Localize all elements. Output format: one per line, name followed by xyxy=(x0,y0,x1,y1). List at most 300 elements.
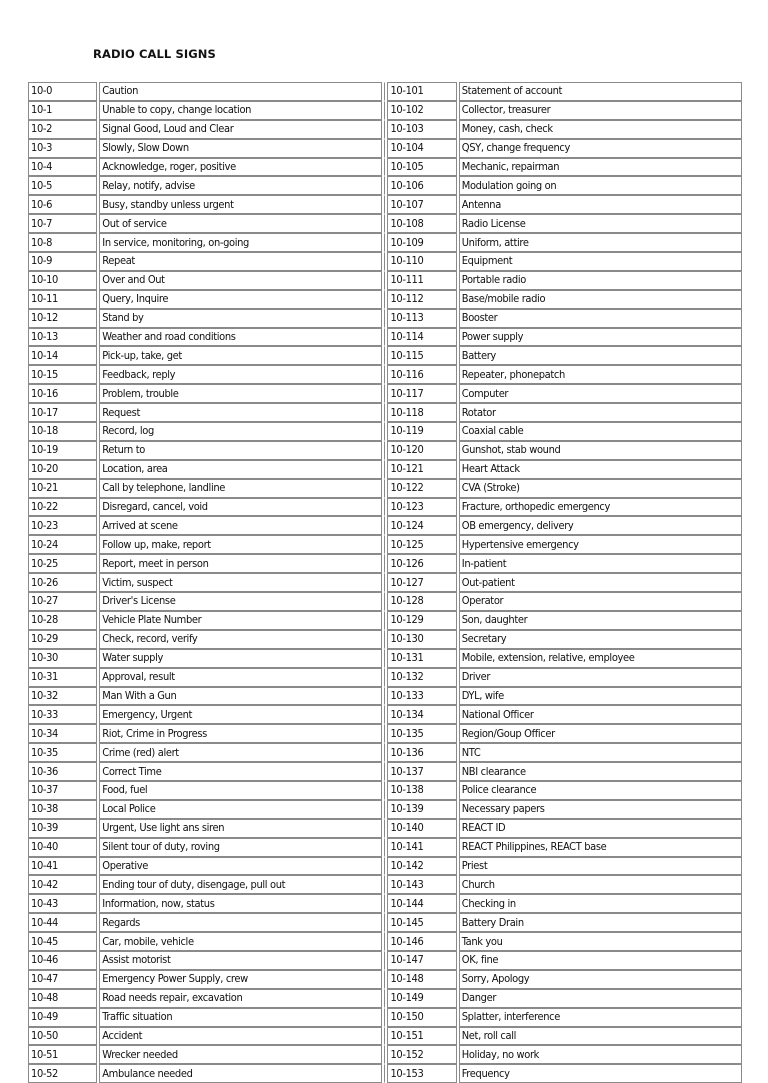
table-row xyxy=(28,195,742,214)
left-code-cell: 10-24 xyxy=(28,535,97,554)
right-code-cell: 10-102 xyxy=(387,101,456,120)
right-code-cell: 10-122 xyxy=(387,479,456,498)
table-row xyxy=(28,838,742,857)
left-code-cell: 10-23 xyxy=(28,516,97,535)
right-code-cell: 10-150 xyxy=(387,1008,456,1027)
left-meaning-cell: Record, log xyxy=(99,422,382,441)
right-code-cell: 10-148 xyxy=(387,970,456,989)
right-meaning-cell: OK, fine xyxy=(459,951,742,970)
right-code-cell: 10-140 xyxy=(387,819,456,838)
table-row xyxy=(28,932,742,951)
left-meaning-cell: Traffic situation xyxy=(99,1008,382,1027)
left-code-cell: 10-22 xyxy=(28,498,97,517)
column-gap xyxy=(384,630,385,649)
column-gap xyxy=(384,290,385,309)
table-row xyxy=(28,101,742,120)
right-meaning-cell: REACT ID xyxy=(459,819,742,838)
left-code-cell: 10-36 xyxy=(28,762,97,781)
right-meaning-cell: Repeater, phonepatch xyxy=(459,365,742,384)
right-meaning-cell: Sorry, Apology xyxy=(459,970,742,989)
left-code-cell: 10-26 xyxy=(28,573,97,592)
right-code-cell: 10-137 xyxy=(387,762,456,781)
left-meaning-cell: Feedback, reply xyxy=(99,365,382,384)
right-code-cell: 10-105 xyxy=(387,158,456,177)
column-gap xyxy=(384,365,385,384)
left-code-cell: 10-7 xyxy=(28,214,97,233)
left-meaning-cell: Car, mobile, vehicle xyxy=(99,932,382,951)
right-meaning-cell: QSY, change frequency xyxy=(459,139,742,158)
right-code-cell: 10-103 xyxy=(387,120,456,139)
right-meaning-cell: Necessary papers xyxy=(459,800,742,819)
column-gap xyxy=(384,611,385,630)
left-code-cell: 10-39 xyxy=(28,819,97,838)
right-meaning-cell: Son, daughter xyxy=(459,611,742,630)
column-gap xyxy=(384,535,385,554)
left-code-cell: 10-19 xyxy=(28,441,97,460)
table-row xyxy=(28,290,742,309)
column-gap xyxy=(384,82,385,101)
column-gap xyxy=(384,195,385,214)
table-row xyxy=(28,214,742,233)
right-meaning-cell: Frequency xyxy=(459,1064,742,1083)
table-row xyxy=(28,989,742,1008)
page-title: RADIO CALL SIGNS xyxy=(93,47,216,61)
table-row xyxy=(28,687,742,706)
right-code-cell: 10-133 xyxy=(387,687,456,706)
left-code-cell: 10-5 xyxy=(28,176,97,195)
table-row xyxy=(28,894,742,913)
right-meaning-cell: CVA (Stroke) xyxy=(459,479,742,498)
table-row xyxy=(28,668,742,687)
right-code-cell: 10-112 xyxy=(387,290,456,309)
left-meaning-cell: Slowly, Slow Down xyxy=(99,139,382,158)
right-meaning-cell: Modulation going on xyxy=(459,176,742,195)
left-meaning-cell: Emergency Power Supply, crew xyxy=(99,970,382,989)
right-code-cell: 10-153 xyxy=(387,1064,456,1083)
right-meaning-cell: NBI clearance xyxy=(459,762,742,781)
left-code-cell: 10-18 xyxy=(28,422,97,441)
left-meaning-cell: Approval, result xyxy=(99,668,382,687)
table-row xyxy=(28,819,742,838)
left-code-cell: 10-4 xyxy=(28,158,97,177)
left-code-cell: 10-38 xyxy=(28,800,97,819)
left-code-cell: 10-32 xyxy=(28,687,97,706)
column-gap xyxy=(384,139,385,158)
left-meaning-cell: In service, monitoring, on-going xyxy=(99,233,382,252)
left-code-cell: 10-2 xyxy=(28,120,97,139)
column-gap xyxy=(384,857,385,876)
left-meaning-cell: Return to xyxy=(99,441,382,460)
right-meaning-cell: Splatter, interference xyxy=(459,1008,742,1027)
column-gap xyxy=(384,516,385,535)
left-code-cell: 10-42 xyxy=(28,875,97,894)
left-code-cell: 10-27 xyxy=(28,592,97,611)
right-meaning-cell: Mechanic, repairman xyxy=(459,158,742,177)
right-meaning-cell: Net, roll call xyxy=(459,1027,742,1046)
left-meaning-cell: Assist motorist xyxy=(99,951,382,970)
left-meaning-cell: Regards xyxy=(99,913,382,932)
right-meaning-cell: Secretary xyxy=(459,630,742,649)
right-meaning-cell: Driver xyxy=(459,668,742,687)
table-row xyxy=(28,800,742,819)
right-code-cell: 10-129 xyxy=(387,611,456,630)
left-code-cell: 10-48 xyxy=(28,989,97,1008)
right-meaning-cell: Holiday, no work xyxy=(459,1045,742,1064)
left-code-cell: 10-44 xyxy=(28,913,97,932)
right-meaning-cell: Operator xyxy=(459,592,742,611)
column-gap xyxy=(384,158,385,177)
left-meaning-cell: Report, meet in person xyxy=(99,554,382,573)
right-code-cell: 10-106 xyxy=(387,176,456,195)
right-meaning-cell: Police clearance xyxy=(459,781,742,800)
right-meaning-cell: NTC xyxy=(459,743,742,762)
table-row xyxy=(28,176,742,195)
right-code-cell: 10-121 xyxy=(387,460,456,479)
table-row xyxy=(28,762,742,781)
right-code-cell: 10-113 xyxy=(387,309,456,328)
left-meaning-cell: Follow up, make, report xyxy=(99,535,382,554)
column-gap xyxy=(384,951,385,970)
left-meaning-cell: Food, fuel xyxy=(99,781,382,800)
left-code-cell: 10-34 xyxy=(28,724,97,743)
right-code-cell: 10-146 xyxy=(387,932,456,951)
column-gap xyxy=(384,781,385,800)
left-meaning-cell: Road needs repair, excavation xyxy=(99,989,382,1008)
column-gap xyxy=(384,1064,385,1083)
left-meaning-cell: Operative xyxy=(99,857,382,876)
left-meaning-cell: Stand by xyxy=(99,309,382,328)
call-signs-table xyxy=(26,82,744,1083)
column-gap xyxy=(384,346,385,365)
table-row xyxy=(28,781,742,800)
table-row xyxy=(28,554,742,573)
table-row xyxy=(28,120,742,139)
left-code-cell: 10-14 xyxy=(28,346,97,365)
right-meaning-cell: Uniform, attire xyxy=(459,233,742,252)
column-gap xyxy=(384,422,385,441)
right-code-cell: 10-138 xyxy=(387,781,456,800)
right-code-cell: 10-101 xyxy=(387,82,456,101)
column-gap xyxy=(384,233,385,252)
left-code-cell: 10-13 xyxy=(28,328,97,347)
left-code-cell: 10-15 xyxy=(28,365,97,384)
column-gap xyxy=(384,460,385,479)
left-meaning-cell: Over and Out xyxy=(99,271,382,290)
left-code-cell: 10-25 xyxy=(28,554,97,573)
right-code-cell: 10-119 xyxy=(387,422,456,441)
column-gap xyxy=(384,252,385,271)
table-row xyxy=(28,535,742,554)
right-code-cell: 10-142 xyxy=(387,857,456,876)
table-row xyxy=(28,743,742,762)
left-meaning-cell: Pick-up, take, get xyxy=(99,346,382,365)
table-row xyxy=(28,403,742,422)
column-gap xyxy=(384,819,385,838)
right-meaning-cell: Hypertensive emergency xyxy=(459,535,742,554)
right-meaning-cell: OB emergency, delivery xyxy=(459,516,742,535)
left-meaning-cell: Crime (red) alert xyxy=(99,743,382,762)
right-meaning-cell: National Officer xyxy=(459,705,742,724)
column-gap xyxy=(384,309,385,328)
column-gap xyxy=(384,705,385,724)
left-meaning-cell: Unable to copy, change location xyxy=(99,101,382,120)
right-code-cell: 10-151 xyxy=(387,1027,456,1046)
right-code-cell: 10-143 xyxy=(387,875,456,894)
column-gap xyxy=(384,687,385,706)
left-code-cell: 10-10 xyxy=(28,271,97,290)
right-meaning-cell: Coaxial cable xyxy=(459,422,742,441)
left-meaning-cell: Call by telephone, landline xyxy=(99,479,382,498)
table-row xyxy=(28,951,742,970)
right-code-cell: 10-111 xyxy=(387,271,456,290)
right-meaning-cell: Booster xyxy=(459,309,742,328)
table-row xyxy=(28,1027,742,1046)
column-gap xyxy=(384,573,385,592)
left-code-cell: 10-31 xyxy=(28,668,97,687)
column-gap xyxy=(384,592,385,611)
left-code-cell: 10-20 xyxy=(28,460,97,479)
right-code-cell: 10-136 xyxy=(387,743,456,762)
table-row xyxy=(28,460,742,479)
left-meaning-cell: Correct Time xyxy=(99,762,382,781)
right-code-cell: 10-135 xyxy=(387,724,456,743)
right-meaning-cell: In-patient xyxy=(459,554,742,573)
left-meaning-cell: Weather and road conditions xyxy=(99,328,382,347)
column-gap xyxy=(384,838,385,857)
right-code-cell: 10-115 xyxy=(387,346,456,365)
column-gap xyxy=(384,970,385,989)
column-gap xyxy=(384,743,385,762)
right-meaning-cell: Checking in xyxy=(459,894,742,913)
left-code-cell: 10-3 xyxy=(28,139,97,158)
right-code-cell: 10-126 xyxy=(387,554,456,573)
left-code-cell: 10-29 xyxy=(28,630,97,649)
left-code-cell: 10-50 xyxy=(28,1027,97,1046)
table-row xyxy=(28,328,742,347)
right-code-cell: 10-128 xyxy=(387,592,456,611)
right-meaning-cell: Battery xyxy=(459,346,742,365)
table-row xyxy=(28,252,742,271)
column-gap xyxy=(384,913,385,932)
right-meaning-cell: Battery Drain xyxy=(459,913,742,932)
right-code-cell: 10-117 xyxy=(387,384,456,403)
left-code-cell: 10-45 xyxy=(28,932,97,951)
table-row xyxy=(28,970,742,989)
table-row xyxy=(28,516,742,535)
left-code-cell: 10-52 xyxy=(28,1064,97,1083)
table-row xyxy=(28,384,742,403)
column-gap xyxy=(384,328,385,347)
right-code-cell: 10-139 xyxy=(387,800,456,819)
column-gap xyxy=(384,1027,385,1046)
left-code-cell: 10-49 xyxy=(28,1008,97,1027)
column-gap xyxy=(384,384,385,403)
column-gap xyxy=(384,498,385,517)
right-meaning-cell: Antenna xyxy=(459,195,742,214)
left-meaning-cell: Wrecker needed xyxy=(99,1045,382,1064)
left-meaning-cell: Request xyxy=(99,403,382,422)
right-meaning-cell: Region/Goup Officer xyxy=(459,724,742,743)
column-gap xyxy=(384,441,385,460)
left-meaning-cell: Silent tour of duty, roving xyxy=(99,838,382,857)
left-meaning-cell: Disregard, cancel, void xyxy=(99,498,382,517)
column-gap xyxy=(384,800,385,819)
right-code-cell: 10-127 xyxy=(387,573,456,592)
left-code-cell: 10-16 xyxy=(28,384,97,403)
right-meaning-cell: Computer xyxy=(459,384,742,403)
left-meaning-cell: Water supply xyxy=(99,649,382,668)
column-gap xyxy=(384,271,385,290)
table-row xyxy=(28,1045,742,1064)
left-code-cell: 10-9 xyxy=(28,252,97,271)
table-row xyxy=(28,875,742,894)
right-code-cell: 10-149 xyxy=(387,989,456,1008)
left-code-cell: 10-6 xyxy=(28,195,97,214)
column-gap xyxy=(384,989,385,1008)
left-meaning-cell: Man With a Gun xyxy=(99,687,382,706)
right-code-cell: 10-110 xyxy=(387,252,456,271)
left-meaning-cell: Problem, trouble xyxy=(99,384,382,403)
right-meaning-cell: Power supply xyxy=(459,328,742,347)
table-row xyxy=(28,611,742,630)
column-gap xyxy=(384,479,385,498)
right-code-cell: 10-120 xyxy=(387,441,456,460)
column-gap xyxy=(384,649,385,668)
left-meaning-cell: Ambulance needed xyxy=(99,1064,382,1083)
table-row xyxy=(28,724,742,743)
left-meaning-cell: Emergency, Urgent xyxy=(99,705,382,724)
right-meaning-cell: Out-patient xyxy=(459,573,742,592)
right-code-cell: 10-152 xyxy=(387,1045,456,1064)
left-meaning-cell: Urgent, Use light ans siren xyxy=(99,819,382,838)
table-row xyxy=(28,592,742,611)
right-code-cell: 10-131 xyxy=(387,649,456,668)
table-row xyxy=(28,857,742,876)
right-meaning-cell: Tank you xyxy=(459,932,742,951)
right-meaning-cell: DYL, wife xyxy=(459,687,742,706)
table-row xyxy=(28,913,742,932)
left-meaning-cell: Busy, standby unless urgent xyxy=(99,195,382,214)
table-row xyxy=(28,1064,742,1083)
left-meaning-cell: Signal Good, Loud and Clear xyxy=(99,120,382,139)
right-code-cell: 10-109 xyxy=(387,233,456,252)
table-row xyxy=(28,365,742,384)
left-meaning-cell: Acknowledge, roger, positive xyxy=(99,158,382,177)
right-meaning-cell: Fracture, orthopedic emergency xyxy=(459,498,742,517)
left-code-cell: 10-11 xyxy=(28,290,97,309)
column-gap xyxy=(384,724,385,743)
column-gap xyxy=(384,668,385,687)
right-code-cell: 10-125 xyxy=(387,535,456,554)
left-meaning-cell: Repeat xyxy=(99,252,382,271)
left-code-cell: 10-41 xyxy=(28,857,97,876)
right-code-cell: 10-114 xyxy=(387,328,456,347)
left-code-cell: 10-21 xyxy=(28,479,97,498)
left-meaning-cell: Driver's License xyxy=(99,592,382,611)
left-code-cell: 10-0 xyxy=(28,82,97,101)
right-meaning-cell: Rotator xyxy=(459,403,742,422)
left-code-cell: 10-1 xyxy=(28,101,97,120)
left-code-cell: 10-46 xyxy=(28,951,97,970)
column-gap xyxy=(384,101,385,120)
table-row xyxy=(28,233,742,252)
left-meaning-cell: Out of service xyxy=(99,214,382,233)
table-row xyxy=(28,649,742,668)
left-code-cell: 10-43 xyxy=(28,894,97,913)
left-meaning-cell: Arrived at scene xyxy=(99,516,382,535)
table-row xyxy=(28,422,742,441)
table-row xyxy=(28,630,742,649)
right-code-cell: 10-130 xyxy=(387,630,456,649)
right-meaning-cell: Gunshot, stab wound xyxy=(459,441,742,460)
left-meaning-cell: Caution xyxy=(99,82,382,101)
left-code-cell: 10-17 xyxy=(28,403,97,422)
left-meaning-cell: Information, now, status xyxy=(99,894,382,913)
left-meaning-cell: Riot, Crime in Progress xyxy=(99,724,382,743)
right-code-cell: 10-141 xyxy=(387,838,456,857)
table-row xyxy=(28,479,742,498)
right-code-cell: 10-144 xyxy=(387,894,456,913)
right-code-cell: 10-108 xyxy=(387,214,456,233)
left-meaning-cell: Check, record, verify xyxy=(99,630,382,649)
right-code-cell: 10-147 xyxy=(387,951,456,970)
table-row xyxy=(28,705,742,724)
right-code-cell: 10-145 xyxy=(387,913,456,932)
column-gap xyxy=(384,176,385,195)
left-code-cell: 10-33 xyxy=(28,705,97,724)
right-code-cell: 10-123 xyxy=(387,498,456,517)
column-gap xyxy=(384,894,385,913)
table-row xyxy=(28,498,742,517)
table-row xyxy=(28,309,742,328)
table-row xyxy=(28,139,742,158)
right-meaning-cell: Money, cash, check xyxy=(459,120,742,139)
left-meaning-cell: Relay, notify, advise xyxy=(99,176,382,195)
table-row xyxy=(28,441,742,460)
left-meaning-cell: Location, area xyxy=(99,460,382,479)
column-gap xyxy=(384,875,385,894)
table-row xyxy=(28,158,742,177)
left-code-cell: 10-51 xyxy=(28,1045,97,1064)
right-code-cell: 10-116 xyxy=(387,365,456,384)
column-gap xyxy=(384,214,385,233)
left-meaning-cell: Query, Inquire xyxy=(99,290,382,309)
right-meaning-cell: Base/mobile radio xyxy=(459,290,742,309)
column-gap xyxy=(384,932,385,951)
left-meaning-cell: Accident xyxy=(99,1027,382,1046)
right-meaning-cell: Statement of account xyxy=(459,82,742,101)
table-row xyxy=(28,271,742,290)
left-code-cell: 10-30 xyxy=(28,649,97,668)
left-code-cell: 10-40 xyxy=(28,838,97,857)
right-meaning-cell: Heart Attack xyxy=(459,460,742,479)
right-meaning-cell: Priest xyxy=(459,857,742,876)
column-gap xyxy=(384,403,385,422)
right-meaning-cell: Danger xyxy=(459,989,742,1008)
call-signs-table-body xyxy=(28,82,742,1083)
column-gap xyxy=(384,120,385,139)
right-code-cell: 10-107 xyxy=(387,195,456,214)
left-code-cell: 10-35 xyxy=(28,743,97,762)
column-gap xyxy=(384,762,385,781)
right-meaning-cell: Equipment xyxy=(459,252,742,271)
right-meaning-cell: Portable radio xyxy=(459,271,742,290)
left-meaning-cell: Victim, suspect xyxy=(99,573,382,592)
left-code-cell: 10-8 xyxy=(28,233,97,252)
right-code-cell: 10-124 xyxy=(387,516,456,535)
left-code-cell: 10-37 xyxy=(28,781,97,800)
table-row xyxy=(28,346,742,365)
